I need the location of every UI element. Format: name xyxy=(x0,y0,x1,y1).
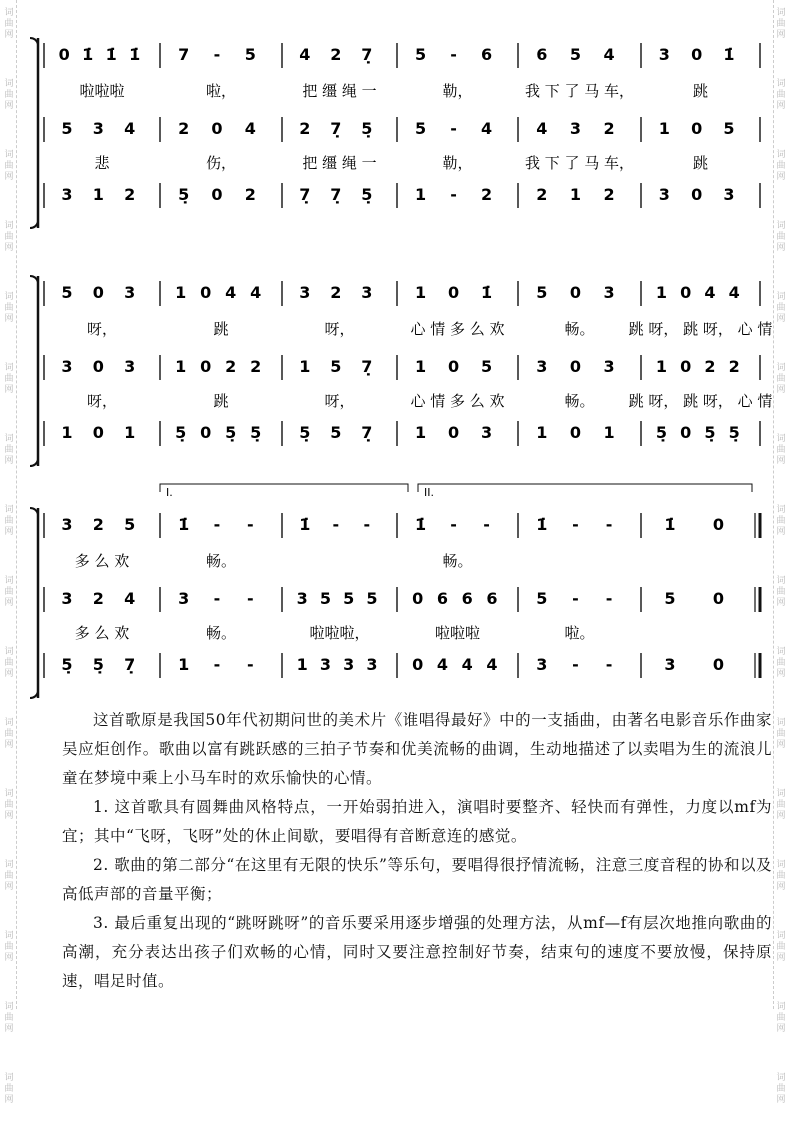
lyric: 呀， xyxy=(324,320,355,338)
note: 1 xyxy=(536,423,548,442)
commentary xyxy=(62,706,772,996)
lyric: 跳 呀， 跳 呀， 心 情 xyxy=(628,320,773,338)
note: 2 xyxy=(124,185,136,204)
note: 5 xyxy=(343,589,355,608)
watermark-glyph: 词 曲 网 xyxy=(776,1002,786,1034)
note: 5̣ xyxy=(704,423,716,442)
note: 1̇ xyxy=(82,45,94,64)
watermark-glyph: 词 曲 网 xyxy=(776,221,786,253)
note: 1 xyxy=(414,423,427,442)
note: 1 xyxy=(61,423,73,442)
watermark-glyph: 词 曲 网 xyxy=(776,434,786,466)
note: 1 xyxy=(414,357,427,376)
note: - xyxy=(572,655,579,674)
note: 3 xyxy=(366,655,378,674)
watermark-glyph: 词 曲 网 xyxy=(4,292,14,324)
note: - xyxy=(247,515,254,534)
watermark-glyph: 词 曲 网 xyxy=(4,8,14,40)
note: 7̣ xyxy=(330,119,342,138)
note: - xyxy=(247,589,254,608)
note: 4 xyxy=(480,119,493,138)
lyric: 啦啦啦， xyxy=(309,624,370,642)
note: 1 xyxy=(175,357,187,376)
volta-label-2: II. xyxy=(424,486,434,499)
note: - xyxy=(572,515,579,534)
lyric: 把 缰 绳 一 xyxy=(302,154,377,172)
lyric: 多 么 欢 xyxy=(74,552,130,570)
note: 4 xyxy=(225,283,237,302)
note: 5 xyxy=(366,589,378,608)
watermark-glyph: 词 曲 网 xyxy=(4,931,14,963)
watermark-glyph: 词 曲 网 xyxy=(776,576,786,608)
note: 1̇ xyxy=(664,515,676,534)
note: 4 xyxy=(124,589,136,608)
watermark-glyph: 词 曲 网 xyxy=(4,1002,14,1034)
note: 2 xyxy=(728,357,740,376)
note: 3 xyxy=(343,655,355,674)
note: 1̇ xyxy=(723,45,735,64)
lyric: 啦， xyxy=(205,82,237,100)
note: 5̣ xyxy=(178,185,190,204)
note: 0 xyxy=(211,119,223,138)
note: 3 xyxy=(569,119,582,138)
volta-bracket-1 xyxy=(160,484,408,492)
note: 1̇ xyxy=(414,515,427,534)
note: 5̣ xyxy=(92,655,104,674)
note: 0 xyxy=(691,185,703,204)
lyric: 啦啦啦 xyxy=(434,624,481,642)
note: 2 xyxy=(178,119,190,138)
note: 2 xyxy=(299,119,311,138)
note: 7̣ xyxy=(361,45,373,64)
lyric: 多 么 欢 xyxy=(74,624,130,642)
note: 0 xyxy=(680,357,692,376)
note: 1̇ xyxy=(178,515,190,534)
note: 1 xyxy=(569,185,582,204)
note: - xyxy=(213,515,221,534)
lyric: 跳 xyxy=(692,82,709,100)
watermark-glyph: 词 曲 网 xyxy=(4,79,14,111)
note: 5 xyxy=(414,45,427,64)
note: 5 xyxy=(664,589,676,608)
note: 1 xyxy=(124,423,136,442)
note: 1 xyxy=(414,283,427,302)
watermark-glyph: 词 曲 网 xyxy=(776,1073,786,1105)
note: 1 xyxy=(296,655,308,674)
note: 3 xyxy=(658,45,670,64)
note: 2 xyxy=(92,589,104,608)
note: 3 xyxy=(92,119,104,138)
note: 5̣ xyxy=(361,119,373,138)
watermark-glyph: 词 曲 网 xyxy=(4,150,14,182)
note: 0 xyxy=(412,589,424,608)
watermark-glyph: 词 曲 网 xyxy=(776,505,786,537)
note: 5 xyxy=(330,423,342,442)
note: 0 xyxy=(569,283,582,302)
note: 0 xyxy=(680,423,692,442)
lyric: 呀， xyxy=(324,392,355,410)
note: 2 xyxy=(603,185,615,204)
paragraph-note-2: 2. 歌曲的第二部分“在这里有无限的快乐”等乐句，要唱得很抒情流畅，注意三度音程的协和以及高低声部的音量平衡； xyxy=(62,856,772,903)
note: 5 xyxy=(330,357,342,376)
note: 0 xyxy=(691,119,703,138)
note: 5 xyxy=(480,357,493,376)
note: - xyxy=(450,515,457,534)
note: 0 xyxy=(447,423,460,442)
note: 5 xyxy=(61,283,73,302)
note: 3 xyxy=(603,357,615,376)
note: 1 xyxy=(414,185,427,204)
lyric: 勒， xyxy=(442,154,473,172)
note: 7 xyxy=(178,45,190,64)
lyric: 畅。 xyxy=(564,320,595,338)
note: 0 xyxy=(92,423,104,442)
note: 4 xyxy=(244,119,256,138)
watermark-glyph: 词 曲 网 xyxy=(776,718,786,750)
note: 1̇ xyxy=(480,283,493,302)
note: 5 xyxy=(244,45,256,64)
note: 0 xyxy=(211,185,223,204)
note: 3 xyxy=(124,283,136,302)
note: 4 xyxy=(704,283,716,302)
note: - xyxy=(247,655,254,674)
watermark-glyph: 词 曲 网 xyxy=(4,576,14,608)
note: - xyxy=(332,515,340,534)
lyric: 呀， xyxy=(86,320,118,338)
note: 6 xyxy=(436,589,448,608)
note: 2 xyxy=(225,357,237,376)
lyric: 心 情 多 么 欢 xyxy=(410,392,505,410)
note: 2 xyxy=(330,45,342,64)
note: 4 xyxy=(250,283,262,302)
lyric: 心 情 多 么 欢 xyxy=(410,320,505,338)
lyric: 我 下 了 马 车， xyxy=(524,154,635,172)
note: 1 xyxy=(299,357,311,376)
note: 3 xyxy=(124,357,136,376)
lyric: 跳 xyxy=(213,392,229,410)
note: 2 xyxy=(536,185,548,204)
note: 0 xyxy=(412,655,424,674)
note: 6 xyxy=(461,589,473,608)
note: 0 xyxy=(58,45,70,64)
note: 0 xyxy=(200,357,212,376)
note: 3 xyxy=(480,423,493,442)
note: 1̇ xyxy=(536,515,548,534)
lyric: 伤， xyxy=(205,154,237,172)
note: 0 xyxy=(92,357,104,376)
note: 0 xyxy=(92,283,104,302)
note: 3 xyxy=(319,655,331,674)
note: 3 xyxy=(361,283,373,302)
note: 1 xyxy=(603,423,615,442)
note: 0 xyxy=(447,283,460,302)
note: 3 xyxy=(603,283,615,302)
note: 0 xyxy=(691,45,703,64)
paragraph-note-3: 3. 最后重复出现的“跳呀跳呀”的音乐要采用逐步增强的处理方法，从mf—f有层次地推向歌曲的高潮，充分表达出孩子们欢畅的心情，同时又要注意控制好节奏，结束句的速度不要放慢，保持原速，唱足时值。 xyxy=(62,914,772,990)
note: 1̇ xyxy=(299,515,311,534)
lyric: 把 缰 绳 一 xyxy=(302,82,377,100)
note: 3 xyxy=(536,357,548,376)
note: 3 xyxy=(61,357,73,376)
note: 5̣ xyxy=(361,185,373,204)
note: 5̣ xyxy=(250,423,262,442)
note: - xyxy=(483,515,490,534)
watermark-glyph: 词 曲 网 xyxy=(776,292,786,324)
watermark-glyph: 词 曲 网 xyxy=(4,789,14,821)
note: 1 xyxy=(658,119,670,138)
note: 3 xyxy=(658,185,670,204)
note: 4 xyxy=(486,655,498,674)
watermark-glyph: 词 曲 网 xyxy=(776,150,786,182)
note: 1 xyxy=(655,283,668,302)
note: - xyxy=(450,185,457,204)
note: 5 xyxy=(319,589,331,608)
note: - xyxy=(605,515,613,534)
watermark-glyph: 词 曲 网 xyxy=(776,79,786,111)
note: - xyxy=(363,515,371,534)
note: 3 xyxy=(61,515,73,534)
lyric: 啦啦啦 xyxy=(79,82,125,100)
note: 7̣ xyxy=(361,423,373,442)
watermark-glyph: 词 曲 网 xyxy=(4,1073,14,1105)
note: 0 xyxy=(200,423,212,442)
lyric: 勒， xyxy=(442,82,473,100)
note: 1 xyxy=(92,185,104,204)
note: - xyxy=(572,589,579,608)
note: - xyxy=(213,655,221,674)
note: 4 xyxy=(124,119,136,138)
note: 4 xyxy=(299,45,311,64)
note: 0 xyxy=(712,515,725,534)
note: 0 xyxy=(569,357,582,376)
note: 3 xyxy=(61,185,73,204)
note: - xyxy=(605,655,613,674)
note: 3 xyxy=(536,655,548,674)
note: 4 xyxy=(536,119,548,138)
note: 1 xyxy=(175,283,187,302)
note: 5̣ xyxy=(655,423,668,442)
note: 3 xyxy=(296,589,308,608)
lyric: 畅。 xyxy=(442,552,473,570)
note: 5 xyxy=(569,45,582,64)
note: 3 xyxy=(664,655,676,674)
note: 5 xyxy=(124,515,136,534)
watermark-glyph: 词 曲 网 xyxy=(4,647,14,679)
note: 6 xyxy=(536,45,548,64)
note: 5 xyxy=(61,119,73,138)
note: 5 xyxy=(723,119,735,138)
note: 4 xyxy=(436,655,448,674)
note: 1 xyxy=(178,655,190,674)
lyric: 畅。 xyxy=(205,624,237,642)
note: 3 xyxy=(299,283,311,302)
lyric: 畅。 xyxy=(564,392,595,410)
watermark-glyph: 词 曲 网 xyxy=(776,860,786,892)
note: 7̣ xyxy=(124,655,136,674)
watermark-glyph: 词 曲 网 xyxy=(776,931,786,963)
note: 0 xyxy=(680,283,692,302)
watermark-glyph: 词 曲 网 xyxy=(776,8,786,40)
watermark-glyph: 词 曲 网 xyxy=(776,647,786,679)
note: 5̣ xyxy=(299,423,311,442)
note: 4 xyxy=(728,283,740,302)
note: 2 xyxy=(244,185,256,204)
note: 7̣ xyxy=(361,357,373,376)
note: 0 xyxy=(200,283,212,302)
note: 2 xyxy=(250,357,262,376)
note: 7̣ xyxy=(299,185,311,204)
note: 2 xyxy=(704,357,716,376)
note: 2 xyxy=(603,119,615,138)
note: 5 xyxy=(536,589,548,608)
note: 5̣ xyxy=(175,423,187,442)
note: 7̣ xyxy=(330,185,342,204)
note: 4 xyxy=(603,45,615,64)
watermark-glyph: 词 曲 网 xyxy=(4,363,14,395)
note: 4 xyxy=(461,655,473,674)
watermark-glyph: 词 曲 网 xyxy=(4,505,14,537)
note: 5̣ xyxy=(728,423,740,442)
note: - xyxy=(605,589,613,608)
note: 3 xyxy=(178,589,190,608)
lyric: 我 下 了 马 车， xyxy=(524,82,635,100)
note: 1 xyxy=(655,357,668,376)
note: 6 xyxy=(480,45,493,64)
watermark-glyph: 词 曲 网 xyxy=(4,718,14,750)
volta-bracket-2 xyxy=(418,484,752,492)
paragraph-intro: 这首歌原是我国50年代初期问世的美术片《谁唱得最好》中的一支插曲，由著名电影音乐作曲家吴应炬创作。歌曲以富有跳跃感的三拍子节奏和优美流畅的曲调，生动地描述了以卖唱为生的流浪儿童在梦境中乘上小马车时的欢乐愉快的心情。 xyxy=(62,711,772,787)
watermark-glyph: 词 曲 网 xyxy=(4,860,14,892)
note: 3 xyxy=(723,185,735,204)
note: 1̇ xyxy=(129,45,141,64)
note: - xyxy=(450,45,457,64)
note: - xyxy=(213,45,221,64)
note: 5̣ xyxy=(225,423,237,442)
note: 1̇ xyxy=(105,45,117,64)
lyric: 啦。 xyxy=(564,624,595,642)
volta-label-1: I. xyxy=(166,486,173,499)
note: 5 xyxy=(414,119,427,138)
paragraph-note-1: 1. 这首歌具有圆舞曲风格特点，一开始弱拍进入，演唱时要整齐、轻快而有弹性，力度以mf为宜；其中“飞呀，飞呀”处的休止间歇，要唱得有音断意连的感觉。 xyxy=(62,798,772,845)
lyric: 悲 xyxy=(94,154,110,172)
note: 2 xyxy=(480,185,493,204)
watermark-glyph: 词 曲 网 xyxy=(4,221,14,253)
note: 3 xyxy=(61,589,73,608)
note: 0 xyxy=(712,589,725,608)
note: 5 xyxy=(536,283,548,302)
note: 5̣ xyxy=(61,655,73,674)
lyric: 跳 xyxy=(213,320,229,338)
note: - xyxy=(450,119,457,138)
lyric: 跳 呀， 跳 呀， 心 情 xyxy=(628,392,773,410)
note: 0 xyxy=(712,655,725,674)
watermark-glyph: 词 曲 网 xyxy=(776,789,786,821)
lyric: 呀， xyxy=(86,392,118,410)
note: 2 xyxy=(92,515,104,534)
note: - xyxy=(213,589,221,608)
watermark-glyph: 词 曲 网 xyxy=(776,363,786,395)
note: 2 xyxy=(330,283,342,302)
note: 6 xyxy=(486,589,498,608)
watermark-glyph: 词 曲 网 xyxy=(4,434,14,466)
note: 0 xyxy=(447,357,460,376)
note: 0 xyxy=(569,423,582,442)
lyric: 跳 xyxy=(692,154,709,172)
lyric: 畅。 xyxy=(205,552,237,570)
